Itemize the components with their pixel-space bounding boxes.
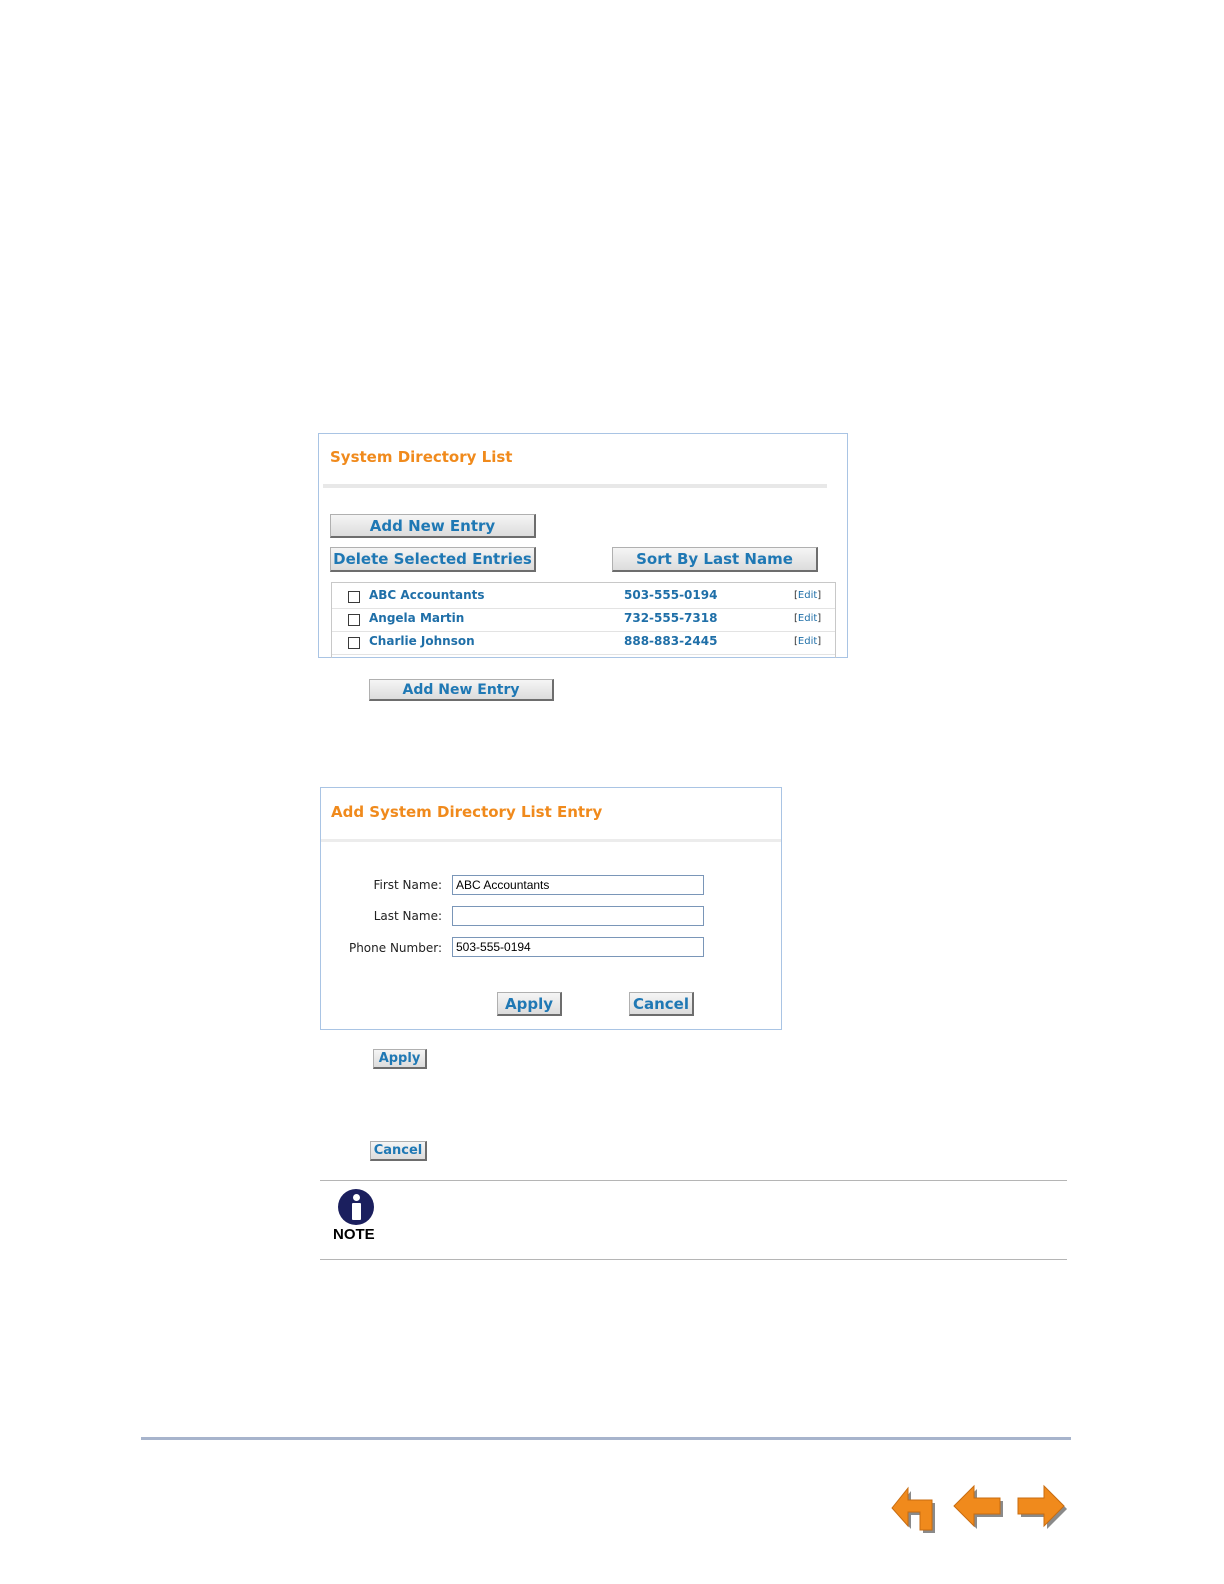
delete-selected-entries-button[interactable]: Delete Selected Entries [330,547,536,572]
list-item [332,609,835,632]
edit-link-wrapper: [Edit] [794,636,822,647]
edit-link[interactable]: Edit [797,590,818,601]
forward-arrow-icon[interactable] [1012,1480,1070,1536]
edit-link[interactable]: Edit [797,613,818,624]
apply-button-inline[interactable]: Apply [373,1049,427,1069]
note-top-rule [320,1180,1067,1181]
phone-number-input[interactable] [452,937,704,957]
entry-checkbox[interactable] [348,637,360,649]
edit-link-wrapper: [Edit] [794,613,822,624]
add-entry-panel [320,787,782,1030]
note-bottom-rule [320,1259,1067,1260]
last-name-label: Last Name: [373,909,442,923]
entry-name-link[interactable]: ABC Accountants [369,588,485,602]
panel-title: System Directory List [330,448,513,466]
note-label: NOTE [333,1226,375,1243]
entry-checkbox[interactable] [348,614,360,626]
apply-button[interactable]: Apply [497,992,562,1016]
add-new-entry-button[interactable]: Add New Entry [330,514,536,538]
sort-by-last-name-button[interactable]: Sort By Last Name [612,547,818,572]
entry-phone: 503-555-0194 [624,588,718,602]
panel-divider [323,484,827,488]
last-name-input[interactable] [452,906,704,926]
entry-phone: 732-555-7318 [624,611,718,625]
edit-link-wrapper: [Edit] [794,590,822,601]
cancel-button-inline[interactable]: Cancel [370,1141,427,1161]
entry-phone: 888-883-2445 [624,634,718,648]
return-icon[interactable] [886,1480,942,1536]
entry-checkbox[interactable] [348,591,360,603]
phone-number-label: Phone Number: [348,941,442,955]
entry-name-link[interactable]: Charlie Johnson [369,634,475,648]
footer-rule [141,1437,1071,1440]
cancel-button[interactable]: Cancel [629,992,694,1016]
directory-entries-list [331,582,836,658]
first-name-input[interactable] [452,875,704,895]
entry-name-link[interactable]: Angela Martin [369,611,465,625]
add-new-entry-button-inline[interactable]: Add New Entry [369,679,554,701]
list-item [332,632,835,655]
list-item [332,586,835,609]
info-icon [338,1189,374,1225]
panel-divider [321,839,781,842]
edit-link[interactable]: Edit [797,636,818,647]
panel-title: Add System Directory List Entry [331,803,603,821]
back-arrow-icon[interactable] [950,1480,1006,1536]
first-name-label: First Name: [373,878,442,892]
system-directory-list-panel [318,433,848,658]
